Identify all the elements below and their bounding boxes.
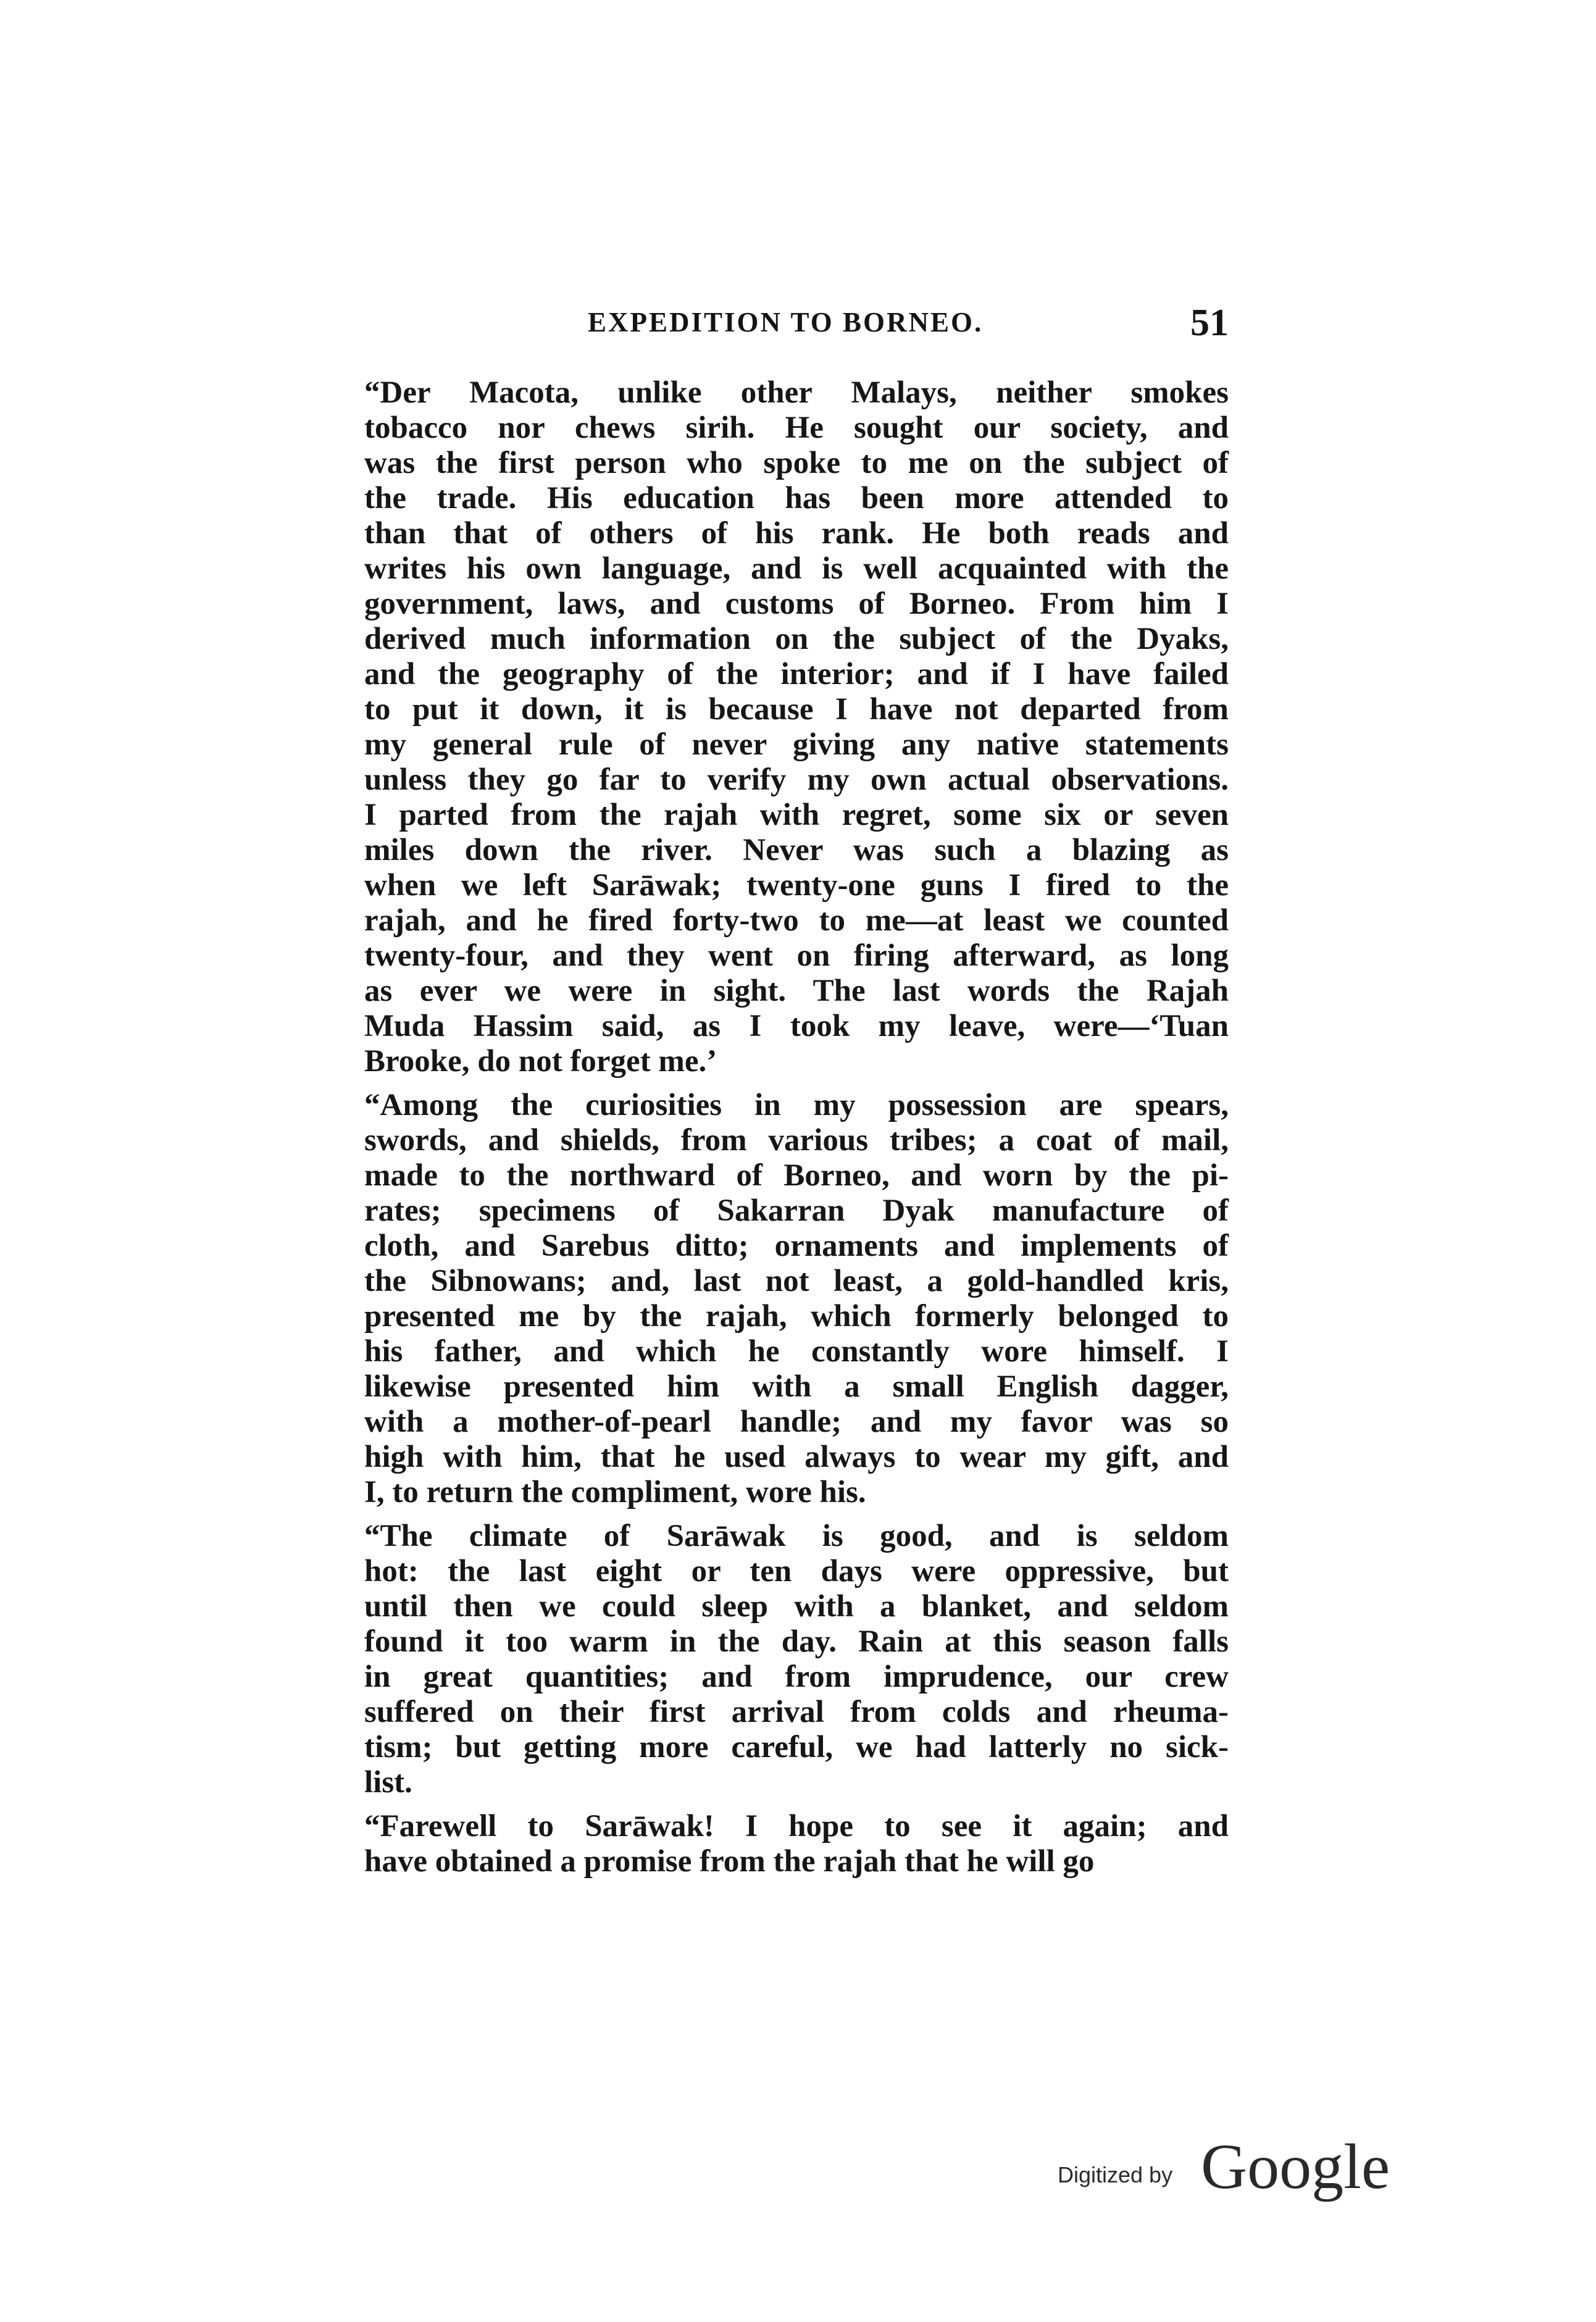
text-line: derived much information on the subject of the Dyaks, xyxy=(364,622,1229,656)
text-line: high with him, that he used always to wear my gift, and xyxy=(364,1440,1229,1474)
text-line: “The climate of Sarāwak is good, and is seldom xyxy=(364,1519,1229,1553)
text-line: writes his own language, and is well acquainted with the xyxy=(364,551,1229,586)
text-line: rajah, and he fired forty-two to me—at least we counted xyxy=(364,903,1229,938)
text-line: Muda Hassim said, as I took my leave, were—‘Tuan xyxy=(364,1009,1229,1043)
text-line: hot: the last eight or ten days were oppressive, but xyxy=(364,1554,1229,1589)
text-line: miles down the river. Never was such a blazing as xyxy=(364,833,1229,867)
text-line: my general rule of never giving any native statements xyxy=(364,727,1229,762)
text-line: swords, and shields, from various tribes; a coat of mail, xyxy=(364,1123,1229,1158)
paragraph xyxy=(364,1809,1229,1879)
paragraph-gap xyxy=(364,1510,1229,1519)
text-line: found it too warm in the day. Rain at this season falls xyxy=(364,1624,1229,1659)
text-line: “Farewell to Sarāwak! I hope to see it again; and xyxy=(364,1809,1229,1844)
text-line: to put it down, it is because I have not departed from xyxy=(364,692,1229,727)
text-line: suffered on their first arrival from colds and rheuma- xyxy=(364,1695,1229,1729)
text-line: “Among the curiosities in my possession are spears, xyxy=(364,1088,1229,1122)
text-line: tobacco nor chews sirih. He sought our society, and xyxy=(364,411,1229,445)
text-line: Brooke, do not forget me.’ xyxy=(364,1044,717,1079)
text-line: until then we could sleep with a blanket, and seldom xyxy=(364,1589,1229,1624)
text-line: with a mother-of-pearl handle; and my favor was so xyxy=(364,1405,1229,1439)
digitized-by-google-stamp xyxy=(1058,2130,1403,2202)
text-line: I parted from the rajah with regret, some six or seven xyxy=(364,798,1229,832)
text-line: presented me by the rajah, which formerly belonged to xyxy=(364,1299,1229,1334)
digitized-by-label: Digitized by xyxy=(1058,2162,1173,2187)
running-head: EXPEDITION TO BORNEO. xyxy=(588,307,984,338)
text-line: was the first person who spoke to me on the subject of xyxy=(364,446,1229,480)
text-line: in great quantities; and from imprudence, our crew xyxy=(364,1660,1229,1694)
paragraph-gap xyxy=(364,1079,1229,1088)
text-line: the trade. His education has been more attended to xyxy=(364,481,1229,516)
text-line: “Der Macota, unlike other Malays, neither smokes xyxy=(364,375,1229,410)
text-line: as ever we were in sight. The last words the Rajah xyxy=(364,974,1229,1008)
text-line: have obtained a promise from the rajah that he will go xyxy=(364,1844,1095,1879)
text-line: tism; but getting more careful, we had latterly no sick- xyxy=(364,1730,1229,1764)
text-line: the Sibnowans; and, last not least, a gold-handled kris, xyxy=(364,1264,1229,1298)
paragraph xyxy=(364,1519,1229,1800)
body-text xyxy=(364,375,1229,1879)
text-line: government, laws, and customs of Borneo. From him I xyxy=(364,587,1229,621)
text-line: I, to return the compliment, wore his. xyxy=(364,1475,866,1510)
text-line: his father, and which he constantly wore himself. I xyxy=(364,1334,1229,1369)
paragraph xyxy=(364,375,1229,1079)
google-logo: Google xyxy=(1201,2131,1390,2202)
text-line: when we left Sarāwak; twenty-one guns I fired to the xyxy=(364,868,1229,903)
page-header xyxy=(364,301,1229,351)
text-line: rates; specimens of Sakarran Dyak manufacture of xyxy=(364,1193,1229,1228)
text-line: twenty-four, and they went on firing afterward, as long xyxy=(364,938,1229,973)
page-number: 51 xyxy=(1190,302,1229,344)
text-line: and the geography of the interior; and if I have failed xyxy=(364,657,1229,691)
text-line: unless they go far to verify my own actual observations. xyxy=(364,762,1229,797)
text-line: made to the northward of Borneo, and worn by the pi- xyxy=(364,1158,1229,1193)
text-line: than that of others of his rank. He both reads and xyxy=(364,516,1229,551)
text-line: list. xyxy=(364,1765,412,1800)
text-line: cloth, and Sarebus ditto; ornaments and implements of xyxy=(364,1229,1229,1263)
text-line: likewise presented him with a small English dagger, xyxy=(364,1369,1229,1404)
paragraph xyxy=(364,1088,1229,1510)
paragraph-gap xyxy=(364,1800,1229,1809)
